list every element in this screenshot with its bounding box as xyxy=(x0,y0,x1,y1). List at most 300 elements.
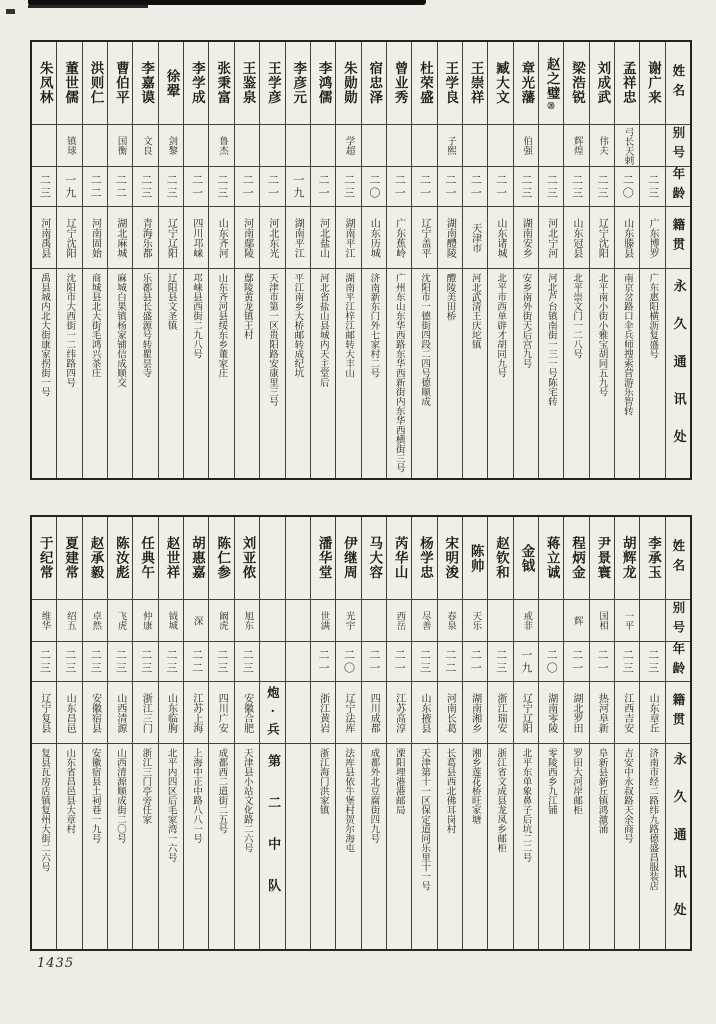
person-name: 王崇祥 xyxy=(467,61,484,105)
alias-cell: 剑黎 xyxy=(159,124,183,166)
age-cell: 二三 xyxy=(640,641,664,681)
person-name: 曾业秀 xyxy=(391,61,408,105)
alias-cell: 鲁杰 xyxy=(209,124,233,166)
native-place-cell: 辽宁法库 xyxy=(336,681,360,743)
name-cell xyxy=(387,517,411,599)
address-cell: 上海中正中路八八一号 xyxy=(184,743,208,949)
address-cell: 阜新县新丘镇鸿激涌 xyxy=(590,743,614,949)
name-cell xyxy=(57,42,81,124)
age-cell: 二〇 xyxy=(362,166,386,206)
header-address: 永久通讯处 xyxy=(666,268,690,478)
address-cell: 法库县依牛堡村贺尔海屯 xyxy=(336,743,360,949)
native-place-cell: 江苏高淳 xyxy=(387,681,411,743)
age-cell: 二三 xyxy=(83,641,107,681)
footnote-mark: ⑳ xyxy=(547,101,557,109)
roster-column xyxy=(487,42,512,478)
name-cell xyxy=(539,42,563,124)
roster-column xyxy=(32,517,56,949)
alias-cell: 飞虎 xyxy=(108,599,132,641)
address-cell: 鄢陵黄龙镇王村 xyxy=(235,268,259,478)
roster-column xyxy=(437,517,462,949)
alias-cell: 世满 xyxy=(311,599,335,641)
header-age: 年龄 xyxy=(666,166,690,206)
alias-cell: 伟夫 xyxy=(590,124,614,166)
alias-cell: 伯强 xyxy=(514,124,538,166)
person-name: 陈帅 xyxy=(467,543,484,573)
person-name: 刘成武 xyxy=(594,61,611,105)
alias-cell: 维华 xyxy=(32,599,56,641)
address-cell: 成都外北豆腐街四九号 xyxy=(362,743,386,949)
age-cell: 二二 xyxy=(184,641,208,681)
native-place-cell: 广东蕉岭 xyxy=(387,206,411,268)
roster-column xyxy=(234,517,259,949)
name-cell xyxy=(488,42,512,124)
native-place-cell: 青海乐都 xyxy=(133,206,157,268)
roster-column xyxy=(310,42,335,478)
alias-cell: 旭东 xyxy=(235,599,259,641)
native-place-cell: 天津市 xyxy=(463,206,487,268)
alias-cell: 绍五 xyxy=(57,599,81,641)
person-name: 赵承毅 xyxy=(87,536,104,580)
name-cell xyxy=(235,42,259,124)
age-cell: 二三 xyxy=(133,166,157,206)
person-name: 曹伯平 xyxy=(112,61,129,105)
age-cell: 二三 xyxy=(488,641,512,681)
alias-cell: 天乐 xyxy=(463,599,487,641)
native-place-cell: 湖南平江 xyxy=(336,206,360,268)
roster-column xyxy=(361,42,386,478)
person-name: 李鸿儒 xyxy=(315,61,332,105)
address-cell: 天津市第一区贵阳路安康里三号 xyxy=(260,268,284,478)
name-cell xyxy=(564,517,588,599)
native-place-cell: 辽宁复县 xyxy=(32,681,56,743)
name-cell xyxy=(590,517,614,599)
age-cell: 二三 xyxy=(209,166,233,206)
native-place-cell: 山东齐河 xyxy=(209,206,233,268)
age-cell: 二一 xyxy=(260,166,284,206)
native-place-cell: 江苏上海 xyxy=(184,681,208,743)
alias-cell: 弓长天剌 xyxy=(615,124,639,166)
address-cell: 湖南平江梓江邮转大丰山 xyxy=(336,268,360,478)
roster-column xyxy=(132,42,157,478)
alias-cell: 钺城 xyxy=(159,599,183,641)
header-name: 姓名 xyxy=(670,63,686,103)
name-cell xyxy=(438,517,462,599)
name-cell xyxy=(590,42,614,124)
age-cell xyxy=(260,641,284,681)
person-name: 王学良 xyxy=(442,61,459,105)
unit-label-top-cell: 炮·兵 xyxy=(260,681,284,743)
address-cell: 天津县小站文化路二六号 xyxy=(235,743,259,949)
person-name: 夏建常 xyxy=(62,536,79,580)
native-place-cell: 河南鄢陵 xyxy=(235,206,259,268)
header-age: 年龄 xyxy=(666,641,690,681)
roster-column xyxy=(614,517,639,949)
name-cell xyxy=(159,517,183,599)
person-name: 马大容 xyxy=(366,536,383,580)
roster-column xyxy=(158,517,183,949)
native-place-cell: 山东章丘 xyxy=(640,681,664,743)
page-number: 1435 xyxy=(37,956,75,971)
roster-column xyxy=(208,517,233,949)
roster-column xyxy=(183,517,208,949)
age-cell: 二三 xyxy=(159,641,183,681)
alias-cell: 辉 xyxy=(564,599,588,641)
person-name: 赵钦和 xyxy=(492,536,509,580)
roster-column xyxy=(462,517,487,949)
name-cell xyxy=(108,42,132,124)
person-name: 杨学忠 xyxy=(416,536,433,580)
name-cell xyxy=(336,42,360,124)
roster-column xyxy=(107,517,132,949)
alias-cell: 学超 xyxy=(336,124,360,166)
roster-column xyxy=(437,42,462,478)
alias-cell: 卓然 xyxy=(83,599,107,641)
person-name: 芮华山 xyxy=(391,536,408,580)
name-cell xyxy=(108,517,132,599)
alias-cell xyxy=(640,599,664,641)
age-cell: 二三 xyxy=(539,166,563,206)
address-cell: 济南新东门外七家村二号 xyxy=(362,268,386,478)
age-cell: 二三 xyxy=(32,641,56,681)
address-cell: 浙江三门亭旁任家 xyxy=(133,743,157,949)
alias-cell: 国衡 xyxy=(108,124,132,166)
age-cell: 二三 xyxy=(133,641,157,681)
person-name: 梁浩锐 xyxy=(569,61,586,105)
person-name: 于纪常 xyxy=(36,536,53,580)
native-place-cell: 广东博罗 xyxy=(640,206,664,268)
roster-column xyxy=(234,42,259,478)
name-cell xyxy=(362,517,386,599)
age-cell: 二二 xyxy=(83,166,107,206)
native-place-cell: 辽宁盖平 xyxy=(412,206,436,268)
name-cell xyxy=(286,517,310,599)
roster-column xyxy=(589,42,614,478)
unit-label-bottom-cell: 第二中队 xyxy=(260,743,284,949)
age-cell: 二三 xyxy=(57,641,81,681)
person-name: 董世儒 xyxy=(62,61,79,105)
address-cell: 沈阳市大西街一二纬路四号 xyxy=(57,268,81,478)
alias-cell xyxy=(412,124,436,166)
alias-cell xyxy=(488,599,512,641)
person-name: 李彦元 xyxy=(290,61,307,105)
person-name: 朱勋勋 xyxy=(340,61,357,105)
age-cell: 二三 xyxy=(336,166,360,206)
name-cell xyxy=(286,42,310,124)
roster-column xyxy=(158,42,183,478)
native-place-cell: 河北宁河 xyxy=(539,206,563,268)
alias-cell xyxy=(286,599,310,641)
age-cell: 二一 xyxy=(362,641,386,681)
name-cell xyxy=(438,42,462,124)
alias-cell xyxy=(32,124,56,166)
age-cell: 二〇 xyxy=(336,641,360,681)
native-place-cell: 四川邛崃 xyxy=(184,206,208,268)
name-cell xyxy=(564,42,588,124)
person-name: 洪则仁 xyxy=(87,61,104,105)
roster-column xyxy=(82,42,107,478)
name-cell xyxy=(32,517,56,599)
name-cell xyxy=(235,517,259,599)
name-cell xyxy=(83,517,107,599)
age-cell: 二三 xyxy=(564,166,588,206)
address-cell: 北平崇文门一二八号 xyxy=(564,268,588,478)
header-address: 永久通讯处 xyxy=(666,743,690,949)
name-cell xyxy=(615,42,639,124)
roster-column xyxy=(411,42,436,478)
age-cell: 二三 xyxy=(32,166,56,206)
roster-column xyxy=(563,42,588,478)
alias-cell xyxy=(387,124,411,166)
roster-column xyxy=(411,517,436,949)
age-cell: 二三 xyxy=(590,166,614,206)
native-place-cell: 山东昌邑 xyxy=(57,681,81,743)
person-name: 陈汝彪 xyxy=(112,536,129,580)
person-name: 胡惠嘉 xyxy=(188,536,205,580)
person-name: 程炳金 xyxy=(569,536,586,580)
alias-cell: 国相 xyxy=(590,599,614,641)
native-place-cell: 河南长葛 xyxy=(438,681,462,743)
name-cell xyxy=(311,42,335,124)
age-cell: 二一 xyxy=(184,166,208,206)
age-cell: 二三 xyxy=(514,166,538,206)
native-place-cell: 四川成都 xyxy=(362,681,386,743)
age-cell: 二三 xyxy=(159,166,183,206)
alias-cell: 西岳 xyxy=(387,599,411,641)
name-cell xyxy=(184,42,208,124)
age-cell: 二三 xyxy=(209,641,233,681)
age-cell: 二一 xyxy=(463,641,487,681)
roster-column xyxy=(285,42,310,478)
native-place-cell: 安徽合肥 xyxy=(235,681,259,743)
roster-column xyxy=(32,42,56,478)
roster-column xyxy=(639,517,664,949)
age-cell: 二三 xyxy=(235,641,259,681)
native-place-cell: 山东历城 xyxy=(362,206,386,268)
alias-cell xyxy=(640,124,664,166)
name-cell xyxy=(640,42,664,124)
address-cell: 天津第十一区保定道同乐里十一号 xyxy=(412,743,436,949)
alias-cell xyxy=(184,124,208,166)
alias-cell: 阚虎 xyxy=(209,599,233,641)
native-place-cell: 山东滕县 xyxy=(615,206,639,268)
alias-cell: 辉煌 xyxy=(564,124,588,166)
age-cell: 二二 xyxy=(438,641,462,681)
alias-cell: 一平 xyxy=(615,599,639,641)
roster-column xyxy=(335,42,360,478)
alias-cell: 子熙 xyxy=(438,124,462,166)
address-cell: 麻城白果镇杨家铺信成顺交 xyxy=(108,268,132,478)
age-cell: 二三 xyxy=(640,166,664,206)
native-place-cell: 山东临朐 xyxy=(159,681,183,743)
person-name: 蒋立诚 xyxy=(543,536,560,580)
roster-column xyxy=(259,42,284,478)
person-name: 章光藩 xyxy=(518,61,535,105)
address-cell: 山东省昌邑县大章村 xyxy=(57,743,81,949)
alias-cell: 尽善 xyxy=(412,599,436,641)
native-place-cell: 浙江黄岩 xyxy=(311,681,335,743)
native-place-cell: 湖南零陵 xyxy=(539,681,563,743)
name-cell xyxy=(640,517,664,599)
address-cell: 成都西二道街二五号 xyxy=(209,743,233,949)
person-name: 宋明浚 xyxy=(442,536,459,580)
person-name: 刘亚侬 xyxy=(239,536,256,580)
age-cell: 二三 xyxy=(412,641,436,681)
roster-column xyxy=(183,42,208,478)
roster-column xyxy=(538,42,563,478)
address-cell: 北平东单象鼻子后坑二二号 xyxy=(514,743,538,949)
native-place-cell: 江西吉安 xyxy=(615,681,639,743)
address-cell: 河北武清王庆坨镇 xyxy=(463,268,487,478)
alias-cell: 文良 xyxy=(133,124,157,166)
age-cell: 二一 xyxy=(564,641,588,681)
person-name: 胡辉龙 xyxy=(619,536,636,580)
name-cell xyxy=(260,517,284,599)
native-place-cell: 辽宁沈阳 xyxy=(590,206,614,268)
age-cell: 二一 xyxy=(311,641,335,681)
native-place-cell: 浙江三门 xyxy=(133,681,157,743)
address-cell: 罗田大河岸邮柜 xyxy=(564,743,588,949)
address-cell: 南京岔路口伞兵师搜索营游乐智转 xyxy=(615,268,639,478)
address-cell: 沈阳市一德街四段二四号德顺成 xyxy=(412,268,436,478)
person-name: 王学彦 xyxy=(264,61,281,105)
unit-column xyxy=(259,517,284,949)
scan-artifact-top-streak-2 xyxy=(28,5,148,8)
name-cell xyxy=(463,42,487,124)
name-cell xyxy=(159,42,183,124)
age-cell: 二一 xyxy=(590,641,614,681)
name-cell xyxy=(57,517,81,599)
roster-column xyxy=(82,517,107,949)
name-cell xyxy=(615,517,639,599)
address-cell xyxy=(286,743,310,949)
roster-column xyxy=(208,42,233,478)
name-cell xyxy=(514,517,538,599)
header-native-place: 籍贯 xyxy=(666,206,690,268)
age-cell: 二二 xyxy=(108,166,132,206)
person-name: 谢广来 xyxy=(645,61,662,105)
roster-column xyxy=(386,517,411,949)
age-cell: 一九 xyxy=(514,641,538,681)
address-cell: 溧阳埋港港邮局 xyxy=(387,743,411,949)
name-cell xyxy=(412,42,436,124)
address-cell: 商城县北大街毛鸿兴茶庄 xyxy=(83,268,107,478)
address-cell: 禹县城内北大街康家拐街一号 xyxy=(32,268,56,478)
native-place-cell xyxy=(286,681,310,743)
header-alias: 别号 xyxy=(666,124,690,166)
address-cell: 浙江海门洪家镇 xyxy=(311,743,335,949)
alias-cell xyxy=(539,599,563,641)
name-cell xyxy=(209,517,233,599)
age-cell: 二三 xyxy=(615,641,639,681)
native-place-cell: 湖南平江 xyxy=(286,206,310,268)
alias-cell: 深 xyxy=(184,599,208,641)
alias-cell: 戒非 xyxy=(514,599,538,641)
age-cell: 二一 xyxy=(311,166,335,206)
address-cell: 广州东山东华西路东华西新街内东华西横街三号 xyxy=(387,268,411,478)
native-place-cell: 河北东光 xyxy=(260,206,284,268)
roster-column xyxy=(132,517,157,949)
address-cell: 安徽宿县土祠巷一九号 xyxy=(83,743,107,949)
age-cell: 二一 xyxy=(438,166,462,206)
native-place-cell: 山西清源 xyxy=(108,681,132,743)
address-cell: 零陵西乡九江铺 xyxy=(539,743,563,949)
name-cell xyxy=(488,517,512,599)
person-name: 孟祥忠 xyxy=(619,61,636,105)
name-cell xyxy=(133,42,157,124)
roster-column xyxy=(639,42,664,478)
age-cell: 二一 xyxy=(412,166,436,206)
header-name: 姓名 xyxy=(670,538,686,578)
alias-cell xyxy=(235,124,259,166)
header-native-place: 籍贯 xyxy=(666,681,690,743)
alias-cell xyxy=(260,599,284,641)
roster-table-bottom xyxy=(30,515,692,951)
native-place-cell: 山东冠县 xyxy=(564,206,588,268)
name-cell xyxy=(133,517,157,599)
person-name: 李学成 xyxy=(188,61,205,105)
address-cell: 复县瓦房店镇复州大街二六号 xyxy=(32,743,56,949)
alias-cell: 光宇 xyxy=(336,599,360,641)
address-cell: 河北省盐山县城内天主堂后 xyxy=(311,268,335,478)
address-cell: 山西清源顺成街二〇号 xyxy=(108,743,132,949)
address-cell: 浙江省文成县龙凤乡邮柜 xyxy=(488,743,512,949)
roster-column xyxy=(563,517,588,949)
address-cell: 邛崃县西街二九八号 xyxy=(184,268,208,478)
age-cell: 一九 xyxy=(57,166,81,206)
name-cell xyxy=(83,42,107,124)
person-name: 张秉富 xyxy=(214,61,231,105)
age-cell: 二一 xyxy=(235,166,259,206)
roster-column xyxy=(614,42,639,478)
name-cell xyxy=(412,517,436,599)
roster-column xyxy=(513,42,538,478)
native-place-cell: 辽宁辽阳 xyxy=(514,681,538,743)
address-cell: 长葛县西北佛耳岗村 xyxy=(438,743,462,949)
alias-cell xyxy=(539,124,563,166)
address-cell: 湘乡莲花桥旺家塘 xyxy=(463,743,487,949)
native-place-cell: 四川广安 xyxy=(209,681,233,743)
age-cell xyxy=(286,641,310,681)
person-name: 陈仁参 xyxy=(214,536,231,580)
native-place-cell: 热河阜新 xyxy=(590,681,614,743)
person-name: 潘华堂 xyxy=(315,536,332,580)
address-cell: 广东惠阳横沥复盛号 xyxy=(640,268,664,478)
person-name: 宿忠泽 xyxy=(366,61,383,105)
native-place-cell: 湖北罗田 xyxy=(564,681,588,743)
roster-column xyxy=(462,42,487,478)
address-cell: 山东齐河县绥东乡董家庄 xyxy=(209,268,233,478)
name-cell xyxy=(387,42,411,124)
native-place-cell: 山东掖县 xyxy=(412,681,436,743)
native-place-cell: 河南禹县 xyxy=(32,206,56,268)
roster-column xyxy=(386,42,411,478)
person-name: 臧大文 xyxy=(492,61,509,105)
native-place-cell: 辽宁沈阳 xyxy=(57,206,81,268)
age-cell: 二三 xyxy=(108,641,132,681)
native-place-cell: 湖南湘乡 xyxy=(463,681,487,743)
native-place-cell: 山东诸城 xyxy=(488,206,512,268)
roster-column xyxy=(335,517,360,949)
person-name: 徐翚 xyxy=(163,68,180,98)
alias-cell xyxy=(260,124,284,166)
header-alias: 别号 xyxy=(666,599,690,641)
person-name: 李承玉 xyxy=(645,536,662,580)
person-name: 杜荣盛 xyxy=(416,61,433,105)
address-cell: 河北芦台镇南街一三一号陈宅转 xyxy=(539,268,563,478)
address-cell: 辽阳县文圣镇 xyxy=(159,268,183,478)
address-cell: 安乡南外街天后宫九号 xyxy=(514,268,538,478)
